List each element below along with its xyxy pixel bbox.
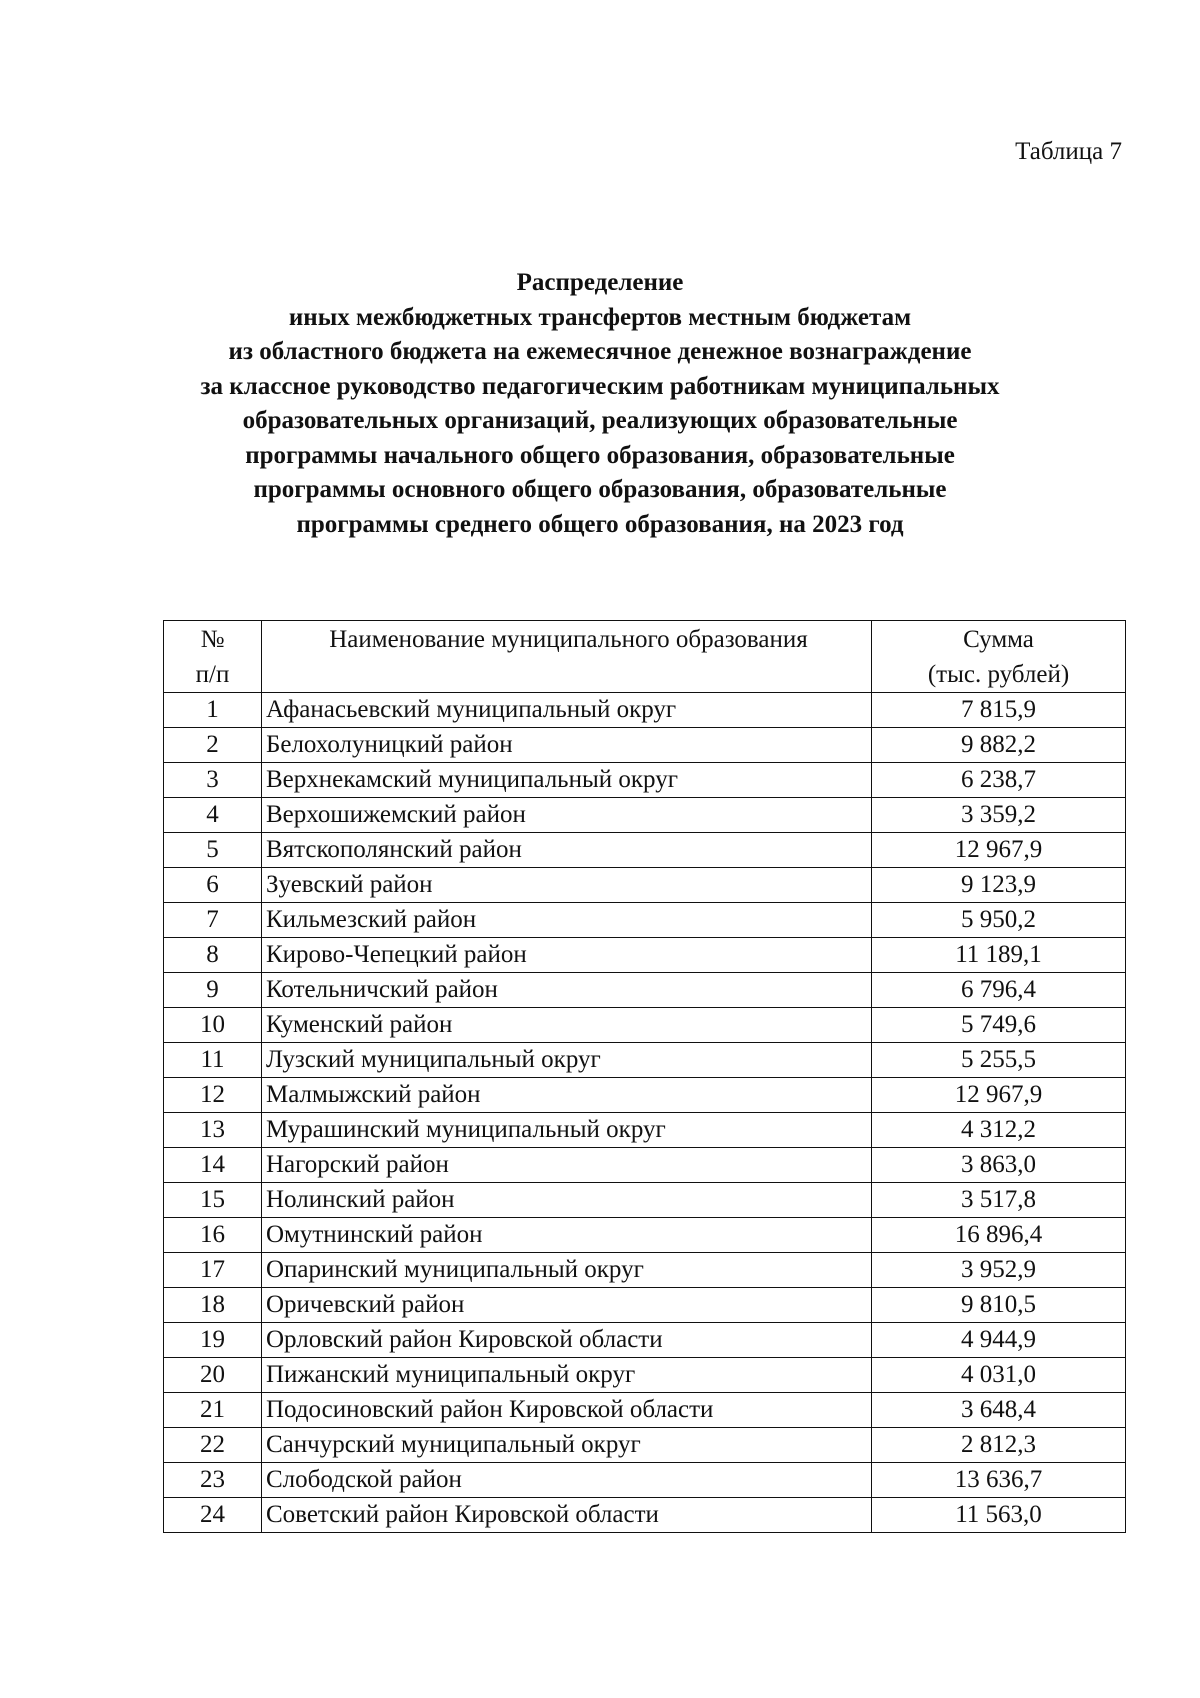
row-sum: 6 238,7 [872,763,1126,798]
table-row [164,798,1126,833]
row-sum: 5 255,5 [872,1043,1126,1078]
row-number: 22 [164,1428,262,1463]
row-name: Опаринский муниципальный округ [262,1253,872,1288]
table-row [164,868,1126,903]
row-sum: 3 517,8 [872,1183,1126,1218]
row-sum: 11 189,1 [872,938,1126,973]
table-row [164,1498,1126,1533]
row-number: 13 [164,1113,262,1148]
table-row [164,1218,1126,1253]
row-number: 23 [164,1463,262,1498]
row-number: 20 [164,1358,262,1393]
row-name: Куменский район [262,1008,872,1043]
header-sum [872,621,1126,693]
row-number: 9 [164,973,262,1008]
table-row [164,728,1126,763]
row-number: 17 [164,1253,262,1288]
header-name [262,621,872,693]
row-number: 24 [164,1498,262,1533]
row-sum: 6 796,4 [872,973,1126,1008]
row-name: Мурашинский муниципальный округ [262,1113,872,1148]
row-sum: 4 031,0 [872,1358,1126,1393]
table-row [164,903,1126,938]
table-row [164,938,1126,973]
row-number: 19 [164,1323,262,1358]
row-number: 6 [164,868,262,903]
row-sum: 5 749,6 [872,1008,1126,1043]
row-name: Слободской район [262,1463,872,1498]
row-name: Малмыжский район [262,1078,872,1113]
row-sum: 4 944,9 [872,1323,1126,1358]
row-sum: 16 896,4 [872,1218,1126,1253]
title-line: за классное руководство педагогическим работникам муниципальных [200,372,1000,400]
header-number [164,621,262,693]
row-sum: 3 863,0 [872,1148,1126,1183]
row-sum: 7 815,9 [872,693,1126,728]
title-line: Распределение [516,269,684,296]
row-number: 18 [164,1288,262,1323]
table-row [164,693,1126,728]
table-number-label: Таблица 7 [1015,138,1122,165]
row-number: 11 [164,1043,262,1078]
row-sum: 13 636,7 [872,1463,1126,1498]
table-row [164,1323,1126,1358]
table-row [164,1358,1126,1393]
row-name: Кильмезский район [262,903,872,938]
row-number: 3 [164,763,262,798]
row-name: Советский район Кировской области [262,1498,872,1533]
table-body [164,693,1126,1533]
row-name: Лузский муниципальный округ [262,1043,872,1078]
row-sum: 3 648,4 [872,1393,1126,1428]
row-name: Оричевский район [262,1288,872,1323]
row-number: 12 [164,1078,262,1113]
row-number: 15 [164,1183,262,1218]
row-number: 5 [164,833,262,868]
header-sum-line2: (тыс. рублей) [927,661,1070,688]
row-name: Вятскополянский район [262,833,872,868]
row-sum: 9 810,5 [872,1288,1126,1323]
row-name: Верхошижемский район [262,798,872,833]
row-sum: 12 967,9 [872,1078,1126,1113]
row-name: Котельничский район [262,973,872,1008]
row-sum: 2 812,3 [872,1428,1126,1463]
title-line: иных межбюджетных трансфертов местным бюджетам [288,303,912,331]
row-number: 2 [164,728,262,763]
row-sum: 9 882,2 [872,728,1126,763]
row-sum: 9 123,9 [872,868,1126,903]
header-sum-line1: Сумма [963,626,1034,653]
row-name: Омутнинский район [262,1218,872,1253]
table-row [164,1253,1126,1288]
row-name: Зуевский район [262,868,872,903]
table-row [164,1078,1126,1113]
row-sum: 3 952,9 [872,1253,1126,1288]
table-row [164,1008,1126,1043]
row-sum: 11 563,0 [872,1498,1126,1533]
title-line: программы основного общего образования, образовательные [253,476,947,503]
row-number: 16 [164,1218,262,1253]
row-sum: 3 359,2 [872,798,1126,833]
header-name-text: Наименование муниципального образования [329,626,808,653]
row-name: Белохолуницкий район [262,728,872,763]
table-header-row [164,621,1126,693]
title-line: программы начального общего образования, образовательные [245,441,955,469]
row-name: Санчурский муниципальный округ [262,1428,872,1463]
row-name: Подосиновский район Кировской области [262,1393,872,1428]
row-name: Орловский район Кировской области [262,1323,872,1358]
row-sum: 12 967,9 [872,833,1126,868]
table-row [164,1148,1126,1183]
header-number-line2: п/п [195,661,230,688]
row-number: 8 [164,938,262,973]
table-row [164,1183,1126,1218]
row-number: 4 [164,798,262,833]
row-name: Нагорский район [262,1148,872,1183]
row-name: Верхнекамский муниципальный округ [262,763,872,798]
table-row [164,973,1126,1008]
table-row [164,1043,1126,1078]
table-row [164,1393,1126,1428]
row-name: Нолинский район [262,1183,872,1218]
header-number-line1: № [200,626,225,653]
row-number: 7 [164,903,262,938]
row-number: 14 [164,1148,262,1183]
title-line: программы среднего общего образования, на 2023 год [296,510,904,538]
row-sum: 4 312,2 [872,1113,1126,1148]
row-sum: 5 950,2 [872,903,1126,938]
document-title [150,266,1050,542]
title-line: из областного бюджета на ежемесячное денежное вознаграждение [228,338,972,365]
row-number: 21 [164,1393,262,1428]
row-number: 1 [164,693,262,728]
table-row [164,1288,1126,1323]
table-row [164,1463,1126,1498]
table-row [164,1428,1126,1463]
title-line: образовательных организаций, реализующих образовательные [242,407,958,434]
table-row [164,763,1126,798]
table-row [164,833,1126,868]
row-name: Афанасьевский муниципальный округ [262,693,872,728]
table-row [164,1113,1126,1148]
row-number: 10 [164,1008,262,1043]
row-name: Пижанский муниципальный округ [262,1358,872,1393]
row-name: Кирово-Чепецкий район [262,938,872,973]
distribution-table [163,620,1126,1533]
